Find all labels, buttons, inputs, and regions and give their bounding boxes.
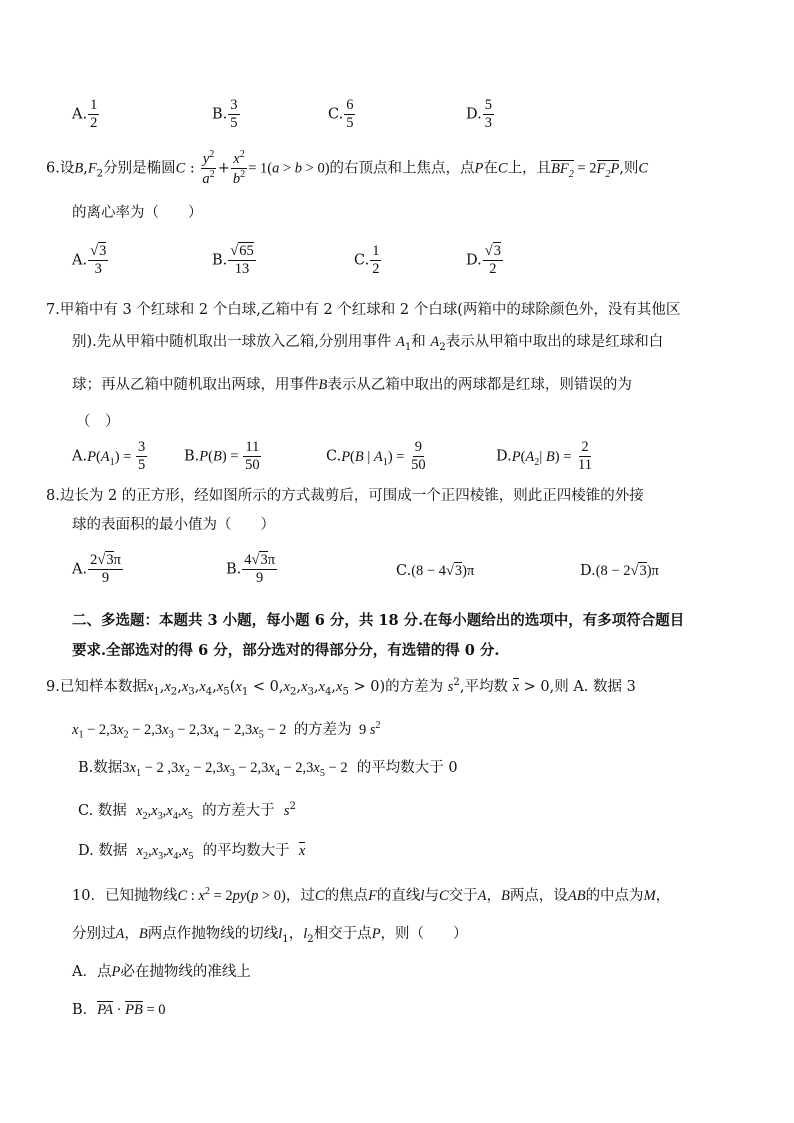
q9-option-d: D. 数据 $x_2,x_3,x_4,x_5$ 的平均数大于 x [78, 843, 306, 862]
fraction: $\frac{6}{5}$ [346, 97, 354, 132]
section2-heading-line2: 要求.全部选对的得 6 分，部分选对的得部分分，有选错的得 0 分. [72, 642, 500, 659]
q9-option-c: C. 数据 $x_2,x_3,x_4,x_5$ 的方差大于 $s^2$ [78, 801, 296, 822]
q8-option-d: D.(8 − 2√3)π [580, 563, 659, 579]
q6-option-d: D. $\frac{√3}{2}$ [466, 243, 501, 278]
q9-stem-line2: $x_1 - 2,3x_2 - 2,3x_3 - 2,3x_4 - 2,3x_5 - 2$ 的方差为 9 $s^2$ [72, 720, 381, 741]
q7-stem-line2: 别).先从甲箱中随机取出一球放入乙箱,分别用事件 $A_1$和 $A_2$表示从甲箱中取出的球是红球和白 [72, 334, 664, 353]
q6-stem-line2: 的离心率为（ ） [72, 205, 203, 221]
q10-stem-line1: 10．已知抛物线C : $x^2 = 2py(p > 0)$，过C的焦点F的直线l与C交于A，B两点，设AB的中点为M， [72, 886, 671, 904]
section2-heading-line1: 二、多选题：本题共 3 小题，每小题 6 分，共 18 分.在每小题给出的选项中，有多项符合题目 [72, 612, 685, 629]
q7-stem-line1: 7.甲箱中有 3 个红球和 2 个白球,乙箱中有 2 个红球和 2 个白球(两箱中的球除颜色外，没有其他区 [46, 302, 681, 318]
q5-option-c-label: C. [328, 106, 344, 123]
q9-option-b: B.数据$3x_1 - 2$ $,3x_2 - 2,3x_3 - 2,3x_4 - 2,3x_5 - 2$ 的平均数大于 0 [78, 760, 458, 779]
q7-option-c: C.P(B | $A_1$) = $\frac{9}{50}$ [326, 439, 426, 474]
q8-option-a: A. $\frac{2√3\pi}{9}$ [72, 552, 121, 587]
q6-option-a: A. $\frac{√3}{3}$ [72, 243, 107, 278]
q7-stem-line3: 球；再从乙箱中随机取出两球，用事件B表示从乙箱中取出的两球都是红球，则错误的为 [72, 377, 632, 393]
q8-stem-line1: 8.边长为 2 的正方形，经如图所示的方式裁剪后，可围成一个正四棱锥，则此正四棱锥的外接 [46, 488, 644, 504]
q8-option-b: B. $\frac{4√3\pi}{9}$ [226, 552, 276, 587]
q6-option-c: C. $\frac{1}{2}$ [354, 243, 380, 278]
q9-stem-line1: 9.已知样本数据$x_1,x_2,x_3,x_4,x_5(x_1 < 0,x_2,x_3,x_4,x_5 > 0)$的方差为 $s^2$,平均数 x > 0,则 A. 数据 3 [46, 677, 636, 698]
fraction: $\frac{1}{2}$ [90, 97, 98, 132]
q8-stem-line2: 球的表面积的最小值为（ ） [72, 517, 275, 533]
q7-option-a: $A.P(A_1)$ = $\frac{3}{5}$ [72, 439, 146, 474]
q5-option-c [328, 98, 356, 131]
q8-option-c: C.(8 − 4√3)π [396, 563, 475, 579]
q6-option-b: B. $\frac{√65}{13}$ [212, 243, 254, 278]
fraction: $\frac{5}{3}$ [484, 97, 492, 132]
q10-option-b: B．PA · PB = 0 [72, 1002, 166, 1018]
q5-option-b-label: B. [212, 106, 228, 123]
q5-option-d [466, 98, 495, 131]
q7-stem-line4: （ ） [76, 414, 120, 430]
q5-option-d-label: D. [466, 106, 482, 123]
q10-stem-line2: 分别过A，B两点作抛物线的切线$l_1$，$l_2$相交于点P，则（ ） [72, 926, 468, 945]
q5-option-a [72, 98, 100, 131]
q6-stem-line1: 6.设$B,F_2$分别是椭圆C : $\frac{y^2}{a^2}$ + $\frac{x^2}{b^2}$ = 1(a > b > 0)的右顶点和上焦点，点P在C上，且$BF_2 = 2F_2P$,则C [46, 149, 649, 187]
q7-option-b: B.P(B) = $\frac{11}{50}$ [184, 439, 260, 474]
fraction: $\frac{3}{5}$ [230, 97, 238, 132]
q10-option-a: A．点P必在抛物线的准线上 [72, 964, 251, 980]
q5-option-b [212, 98, 241, 131]
q7-option-d: $D.P(A_2|$ B) = $\frac{2}{11}$ [496, 439, 592, 474]
q5-option-a-label: A. [72, 106, 88, 123]
